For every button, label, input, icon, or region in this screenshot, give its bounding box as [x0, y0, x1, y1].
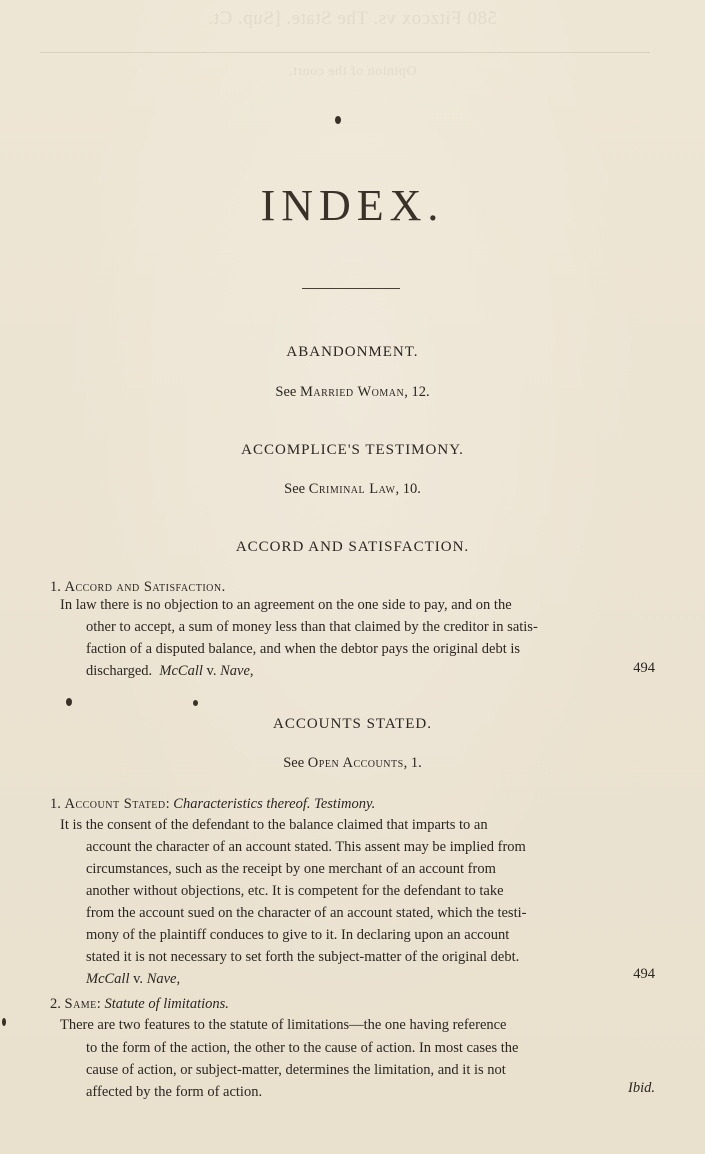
entry-text-line: from the account sued on the character of an account stated, which the testi- — [86, 905, 527, 921]
page-title: INDEX. — [260, 181, 445, 230]
case-name-plaintiff: McCall — [159, 663, 203, 679]
entry-heading-account-stated — [50, 796, 375, 813]
case-name-defendant: Nave — [146, 971, 177, 987]
bleed-through-rule — [40, 52, 650, 53]
cross-reference-accounts — [0, 755, 705, 772]
see-prefix: See — [283, 755, 308, 771]
entry-title: Same — [64, 996, 97, 1012]
page-reference-ibid: Ibid. — [628, 1080, 655, 1096]
bleed-through-subhead: Opinion of the court. — [288, 64, 417, 79]
entry-text: discharged. — [86, 663, 153, 679]
entry-text-line: cause of action, or subject-matter, determines the limitation, and it is not — [86, 1062, 506, 1078]
see-prefix: See — [284, 481, 309, 497]
entry-colon: : — [165, 796, 174, 812]
entry-number: 2. — [50, 996, 65, 1012]
page-reference: 494 — [633, 966, 655, 982]
heading-accord-satisfaction: ACCORD AND SATISFACTION. — [235, 539, 470, 555]
title-rule — [302, 288, 400, 289]
entry-text-line: to the form of the action, the other to the cause of action. In most cases the — [86, 1040, 519, 1056]
ink-fleck — [66, 698, 72, 706]
entry-text-line: There are two features to the statute of limitations—the one having reference — [60, 1017, 507, 1033]
entry-text-line: It is the consent of the defendant to the balance claimed that imparts to an — [60, 817, 488, 833]
entry-heading-same — [50, 996, 229, 1013]
ink-fleck — [335, 116, 341, 124]
entry-text-line: another without objections, etc. It is competent for the defendant to take — [86, 883, 504, 899]
see-reference: Open Accounts — [307, 755, 404, 771]
entry-title: Accord and Satisfaction. — [64, 579, 226, 595]
entry-text-line: mony of the plaintiff conduces to give to it. In declaring upon an account — [86, 927, 510, 943]
entry-number: 1. — [50, 579, 65, 595]
entry-text-line: affected by the form of action. — [86, 1084, 263, 1100]
case-versus: v. — [202, 663, 221, 679]
see-number: , 10. — [395, 481, 421, 497]
entry-text-line: stated it is not necessary to set forth the subject-matter of the original debt. — [86, 949, 520, 965]
bleed-through-running-head: 580 Fitzcox vs. The State. [Sup. Ct. — [208, 8, 497, 29]
entry-text-line: In law there is no objection to an agreement on the one side to pay, and on the — [60, 597, 512, 613]
heading-accomplice-testimony: ACCOMPLICE'S TESTIMONY. — [241, 442, 464, 458]
case-punct: , — [176, 971, 181, 987]
entry-number: 1. — [50, 796, 65, 812]
case-name-defendant: Nave — [220, 663, 250, 679]
heading-accounts-stated: ACCOUNTS STATED. — [273, 716, 432, 732]
entry-subtitle: Statute of limitations. — [104, 996, 229, 1012]
entry-colon: : — [96, 996, 105, 1012]
heading-abandonment: ABANDONMENT. — [286, 344, 419, 360]
see-number: , 12. — [404, 384, 430, 400]
entry-text-line-last — [86, 663, 254, 680]
cross-reference-accomplice — [0, 481, 705, 498]
entry-title: Account Stated — [64, 796, 166, 812]
page-reference: 494 — [633, 660, 655, 676]
ink-fleck — [193, 700, 198, 706]
see-reference: Married Woman — [299, 384, 405, 400]
see-prefix: See — [275, 384, 300, 400]
case-punct: , — [249, 663, 254, 679]
entry-text-line: circumstances, such as the receipt by one merchant of an account from — [86, 861, 496, 877]
case-name-plaintiff: McCall — [86, 971, 130, 987]
entry-subtitle: Characteristics thereof. Testimony. — [173, 796, 376, 812]
entry-text-line: account the character of an account stated. This assent may be implied from — [86, 839, 526, 855]
case-citation — [86, 971, 180, 988]
see-reference: Criminal Law — [308, 481, 396, 497]
see-number: , 1. — [403, 755, 422, 771]
ink-fleck — [2, 1018, 6, 1026]
case-versus: v. — [129, 971, 147, 987]
entry-heading-accord — [50, 579, 226, 596]
entry-text-line: other to accept, a sum of money less than that claimed by the creditor in satis- — [86, 619, 538, 635]
entry-text-line: faction of a disputed balance, and when the debtor pays the original debt is — [86, 641, 521, 657]
cross-reference-abandonment — [0, 384, 705, 401]
